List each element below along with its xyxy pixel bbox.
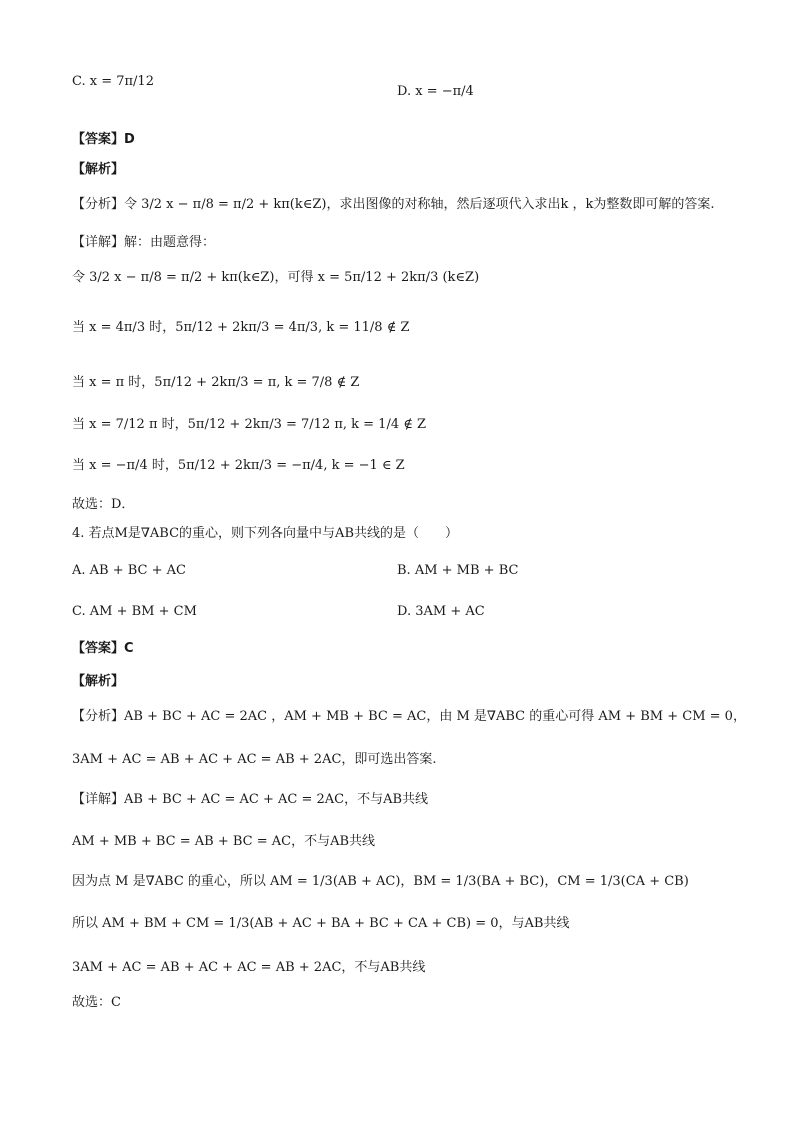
q4-detail-line1: 【详解】AB + BC + AC = AC + AC = 2AC，不与AB共线 [72, 792, 429, 807]
q3-line5: 当 x = −π/4 时，5π/12 + 2kπ/3 = −π/4, k = −1 ∈ Z [72, 458, 405, 473]
q4-analysis-line2: 3AM + AC = AB + AC + AC = AB + 2AC，即可选出答案. [72, 752, 437, 767]
q3-line1: 令 3/2 x − π/8 = π/2 + kπ(k∈Z)，可得 x = 5π/12 + 2kπ/3 (k∈Z) [72, 270, 480, 285]
q3-answer: 【答案】D [72, 132, 135, 147]
q4-option-b: B. AM + MB + BC [397, 563, 519, 578]
q3-analysis: 【分析】令 3/2 x − π/8 = π/2 + kπ(k∈Z)，求出图像的对称轴，然后逐项代入求出k ，k为整数即可解的答案. [72, 197, 715, 212]
q4-detail-line5: 3AM + AC = AB + AC + AC = AB + 2AC，不与AB共线 [72, 960, 426, 975]
q4-detail-line2: AM + MB + BC = AB + BC = AC，不与AB共线 [72, 834, 376, 849]
q3-line4: 当 x = 7/12 π 时，5π/12 + 2kπ/3 = 7/12 π, k = 1/4 ∉ Z [72, 417, 427, 432]
q3-option-d-text: D. x = −π/4 [397, 84, 474, 99]
q3-choose: 故选：D． [72, 497, 135, 512]
q4-choose: 故选：C [72, 995, 121, 1010]
q3-option-c-text: C. x = 7π/12 [72, 74, 154, 89]
q4-detail-line3: 因为点 M 是∇ABC 的重心，所以 AM = 1/3(AB + AC)，BM = 1/3(BA + BC)，CM = 1/3(CA + CB) [72, 874, 689, 889]
q4-detail-line4: 所以 AM + BM + CM = 1/3(AB + AC + BA + BC + CA + CB) = 0，与AB共线 [72, 916, 570, 931]
q3-option-c [72, 74, 154, 89]
q4-option-c: C. AM + BM + CM [72, 604, 197, 619]
q4-option-a: A. AB + BC + AC [72, 563, 186, 578]
q3-analysis-heading: 【解析】 [72, 162, 125, 177]
q4-answer: 【答案】C [72, 641, 134, 656]
q3-detail-intro: 【详解】解：由题意得： [72, 235, 216, 250]
q4-analysis-heading: 【解析】 [72, 674, 125, 689]
q3-line2: 当 x = 4π/3 时，5π/12 + 2kπ/3 = 4π/3, k = 11/8 ∉ Z [72, 320, 410, 335]
q3-option-d [397, 84, 474, 99]
q3-line3: 当 x = π 时，5π/12 + 2kπ/3 = π, k = 7/8 ∉ Z [72, 375, 360, 390]
q4-stem: 4. 若点M是∇ABC的重心，则下列各向量中与AB共线的是（ ） [72, 526, 458, 541]
q4-analysis-line1: 【分析】AB + BC + AC = 2AC ，AM + MB + BC = AC，由 M 是∇ABC 的重心可得 AM + BM + CM = 0， [72, 709, 746, 724]
q4-option-d: D. 3AM + AC [397, 604, 485, 619]
